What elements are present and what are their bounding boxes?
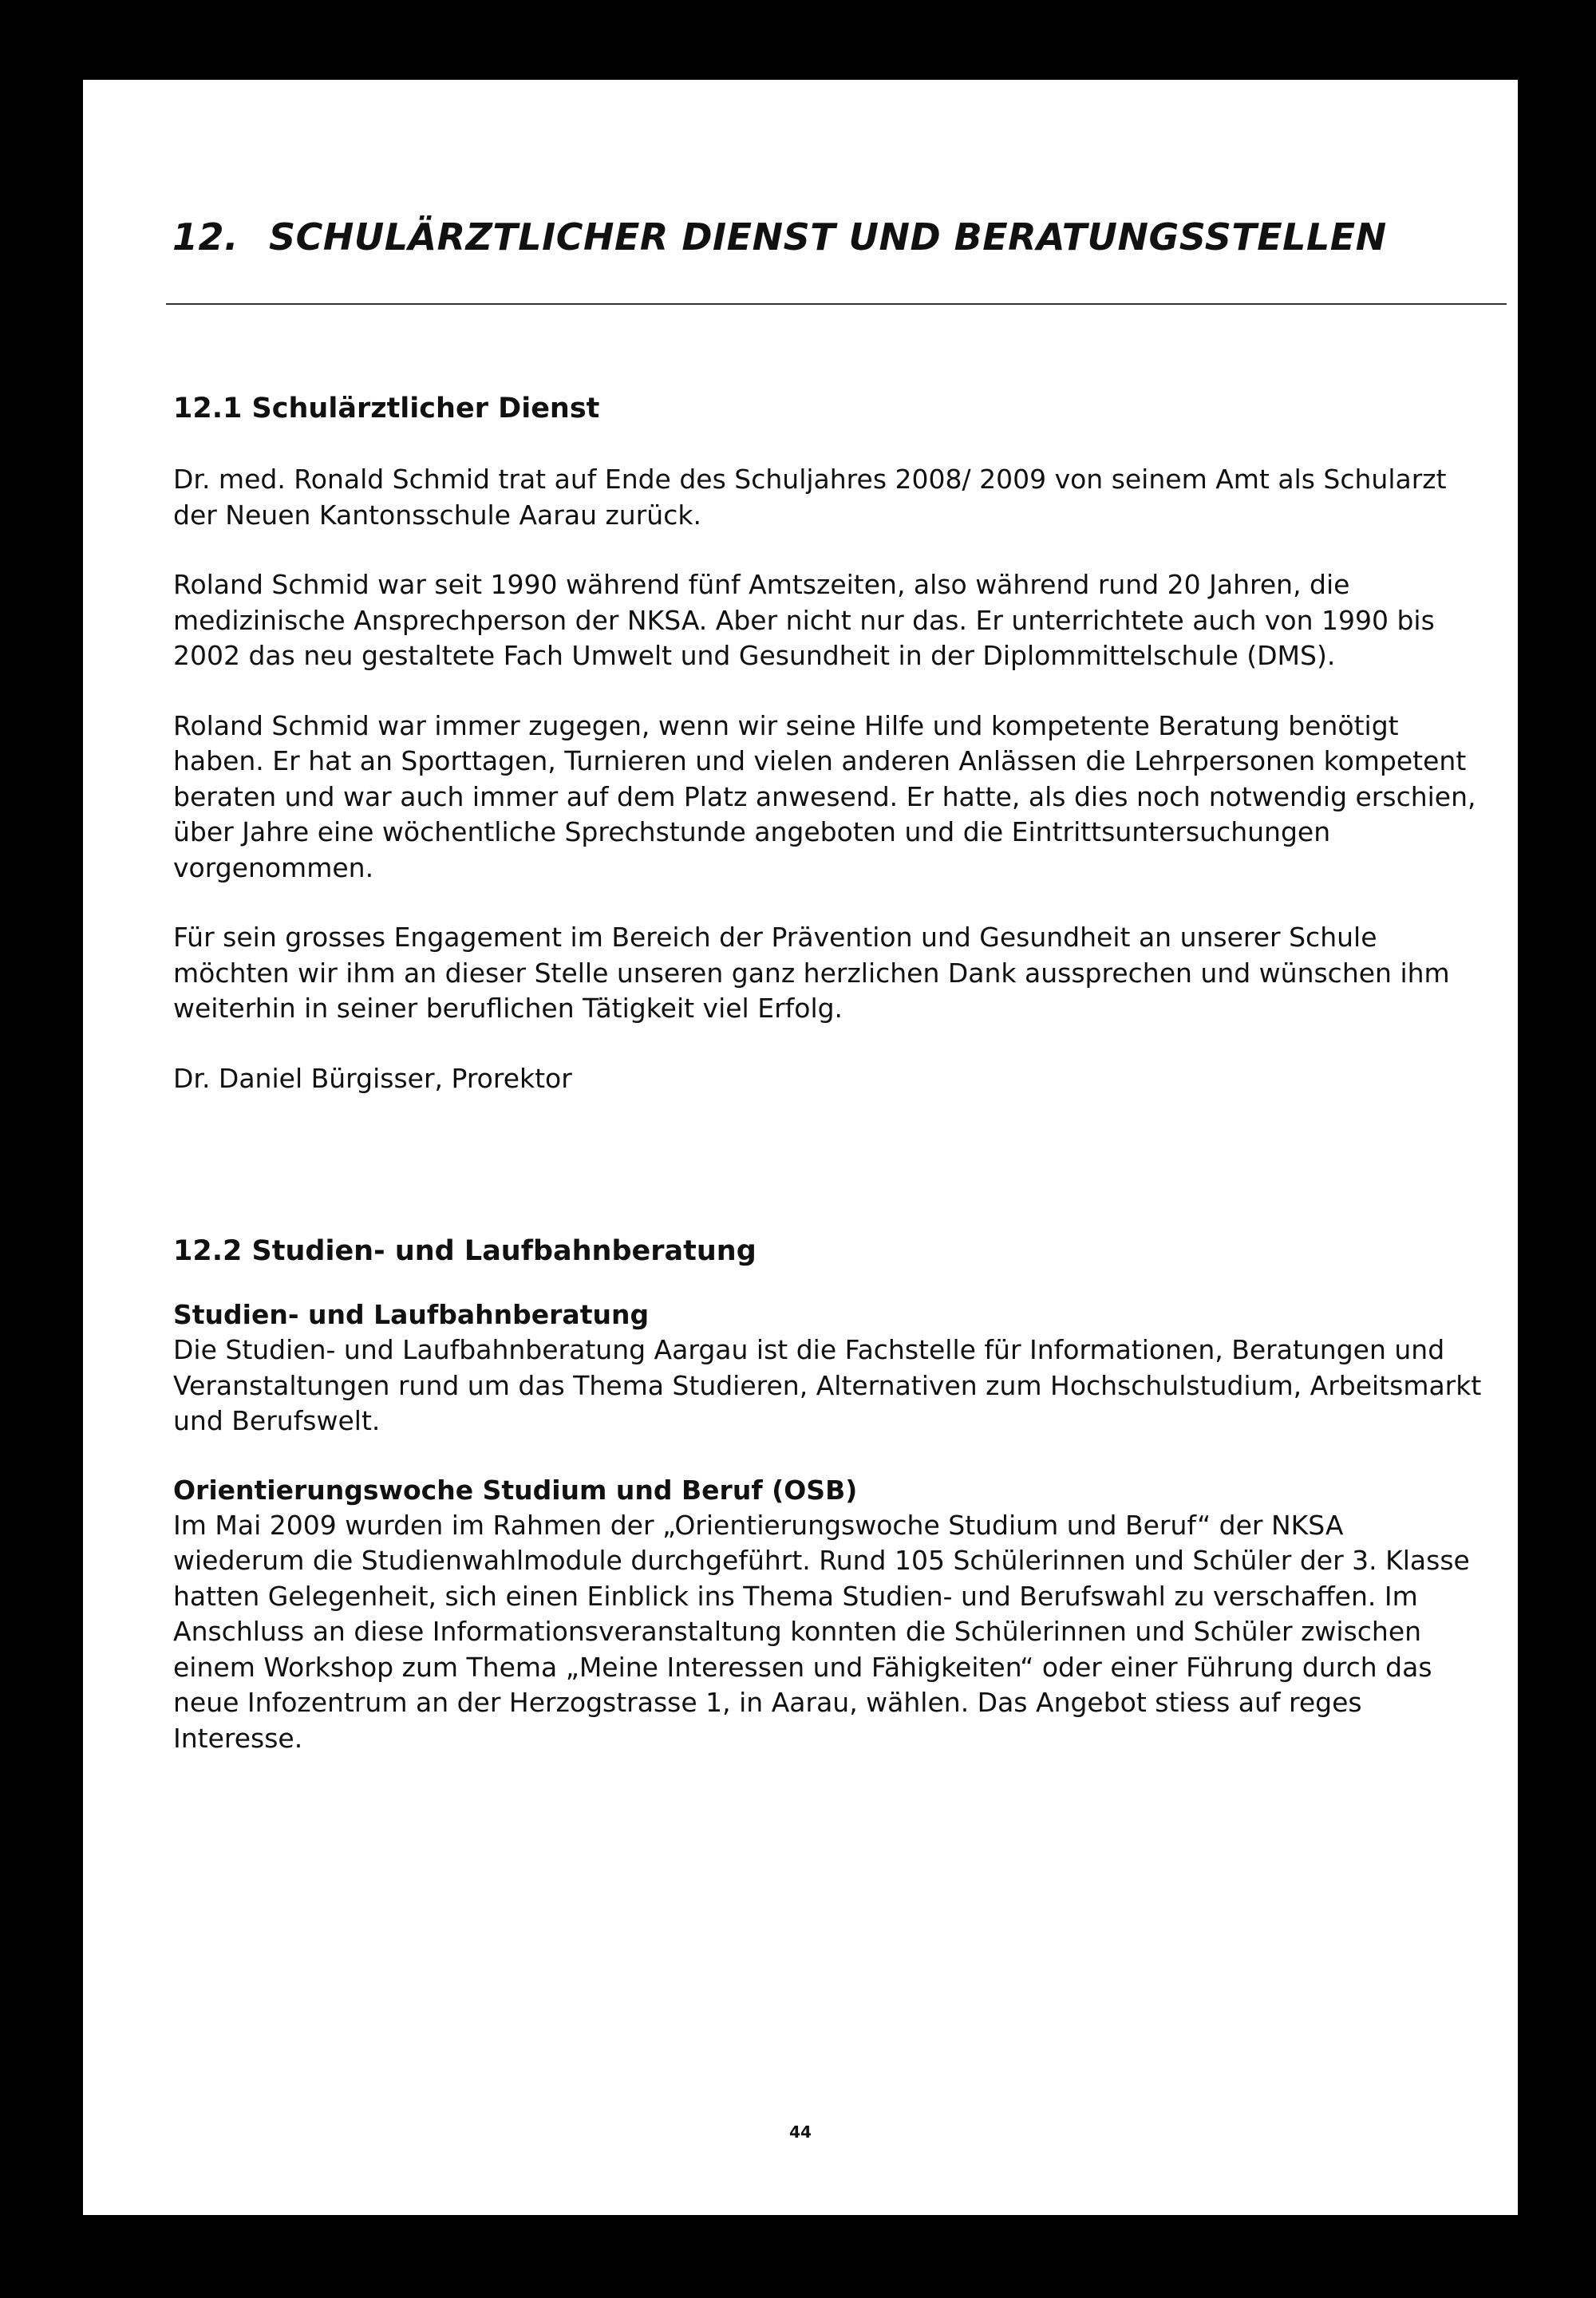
subsection-title: Orientierungswoche Studium und Beruf (OSB) bbox=[173, 1474, 858, 1506]
chapter-title bbox=[172, 215, 1387, 259]
paragraph: Für sein grosses Engagement im Bereich der Prävention und Gesundheit an unserer Schule möchten wir ihm an dieser Stelle unseren ganz herzlichen Dank aussprechen und wünschen ihm weiterhin in seiner beruflichen Tätigkeit viel Erfolg. bbox=[173, 922, 1450, 1024]
section-heading-career-counselling: 12.2 Studien- und Laufbahnberatung bbox=[173, 1235, 757, 1267]
subsection-text: Die Studien- und Laufbahnberatung Aargau ist die Fachstelle für Informationen, Beratungen und Veranstaltungen rund um das Thema Studieren, Alternativen zum Hochschulstudium, Arbeitsmarkt und Berufswelt. bbox=[173, 1334, 1482, 1436]
document-content bbox=[173, 391, 1482, 1756]
page-number: 44 bbox=[789, 2122, 812, 2142]
section-school-doctor bbox=[173, 391, 1482, 1096]
paragraph: Roland Schmid war seit 1990 während fünf Amtszeiten, also während rund 20 Jahren, die medizinische Ansprechperson der NKSA. Aber nicht nur das. Er unterrichtete auch von 1990 bis 2002 das neu gestaltete Fach Umwelt und Gesundheit in der Diplommittelschule (DMS). bbox=[173, 569, 1435, 671]
subsection-title: Studien- und Laufbahnberatung bbox=[173, 1299, 650, 1330]
chapter-title-text: SCHULÄRZTLICHER DIENST UND BERATUNGSSTELLEN bbox=[269, 215, 1387, 259]
paragraph: Dr. med. Ronald Schmid trat auf Ende des Schuljahres 2008/ 2009 von seinem Amt als Schularzt der Neuen Kantonsschule Aarau zurück. bbox=[173, 464, 1447, 531]
paragraph: Roland Schmid war immer zugegen, wenn wir seine Hilfe und kompetente Beratung benötigt haben. Er hat an Sporttagen, Turnieren und vielen anderen Anlässen die Lehrpersonen kompetent beraten und war auch immer auf dem Platz anwesend. Er hatte, als dies noch notwendig erschien, über Jahre eine wöchentliche Sprechstunde angeboten und die Eintrittsuntersuchungen vorgenommen. bbox=[173, 709, 1476, 883]
section-career-counselling bbox=[173, 1234, 1482, 1756]
title-divider bbox=[166, 303, 1507, 305]
section-heading-school-doctor: 12.1 Schulärztlicher Dienst bbox=[173, 393, 600, 424]
signature-line: Dr. Daniel Bürgisser, Prorektor bbox=[173, 1062, 572, 1094]
subsection-text: Im Mai 2009 wurden im Rahmen der „Orientierungswoche Studium und Beruf“ der NKSA wiederum die Studienwahlmodule durchgeführt. Rund 105 Schülerinnen und Schüler der 3. Klasse hatten Gelegenheit, sich einen Einblick ins Thema Studien- und Berufswahl zu verschaffen. Im Anschluss an diese Informationsveranstaltung konnten die Schülerinnen und Schüler zwischen einem Workshop zum Thema „Meine Interessen und Fähigkeiten“ oder einer Führung durch das neue Infozentrum an der Herzogstrasse 1, in Aarau, wählen. Das Angebot stiess auf reges Interesse. bbox=[173, 1509, 1470, 1754]
document-page bbox=[83, 80, 1518, 2215]
chapter-number: 12. bbox=[172, 215, 239, 259]
